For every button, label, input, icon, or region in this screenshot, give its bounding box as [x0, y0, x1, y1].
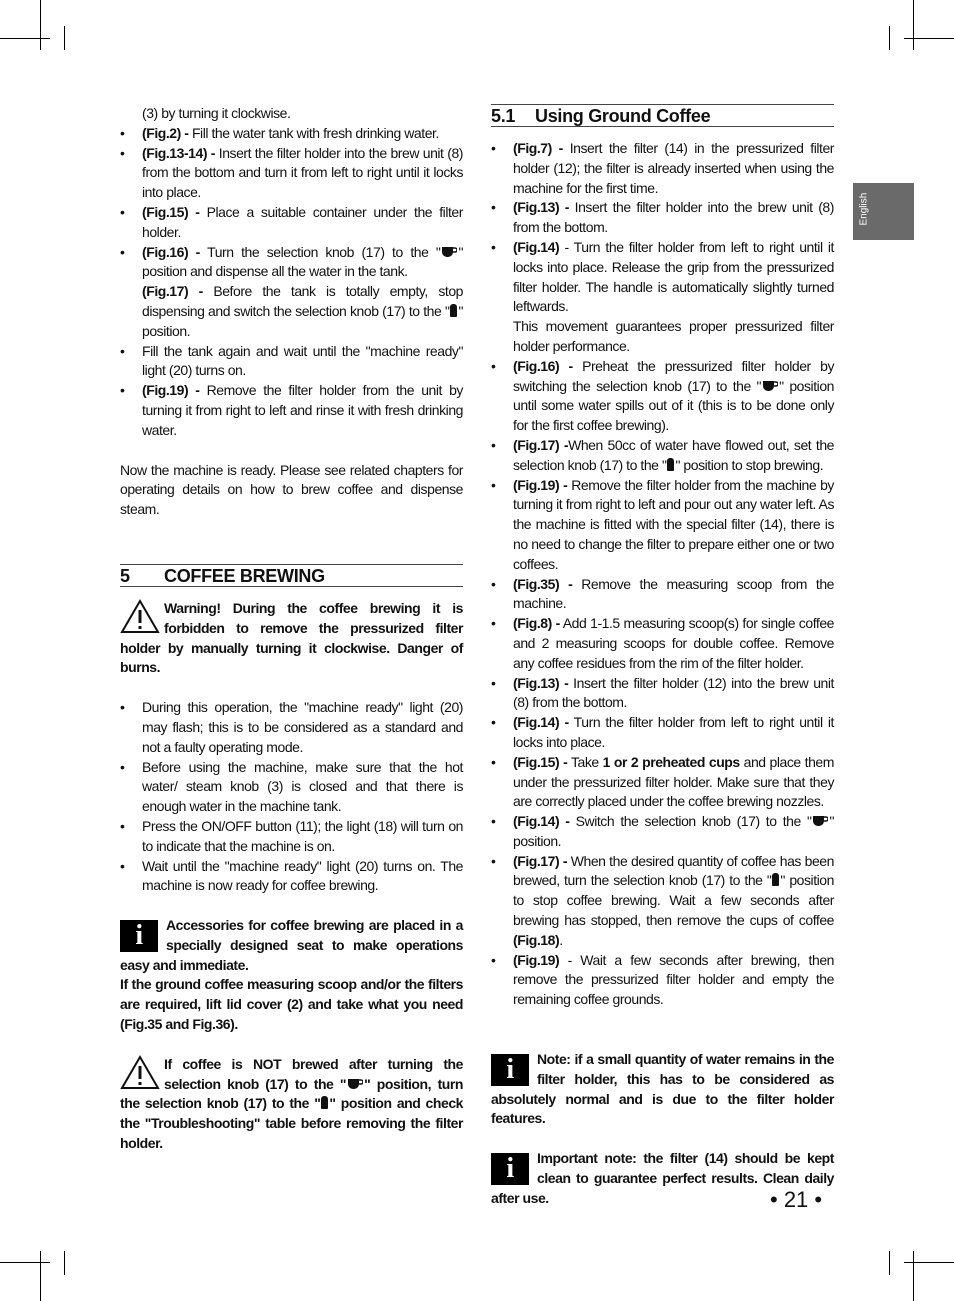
crop-mark: [889, 26, 890, 50]
ready-paragraph: Now the machine is ready. Please see related chapters for operating details on how to brew coffee and dispense steam.: [120, 461, 463, 518]
crop-mark: [913, 1251, 914, 1301]
list-item: • (Fig.7) - Insert the filter (14) in the pressurized filter holder (12); the filter is already inserted when using the machine for the first time.: [491, 139, 834, 198]
list-item: • During this operation, the "machine ready" light (20) may flash; this is to be considered as a standard and not a faulty operating mode.: [120, 698, 463, 757]
list-item: • (Fig.13) - Insert the filter holder (12) into the brew unit (8) from the bottom.: [491, 674, 834, 714]
coffee-cup-icon: [347, 1078, 363, 1090]
crop-mark: [0, 38, 50, 39]
crop-mark: [904, 38, 954, 39]
coffee-cup-icon: [812, 815, 828, 827]
crop-mark: [913, 0, 914, 50]
intro-continuation: (3) by turning it clockwise.: [142, 105, 291, 121]
list-item: • (Fig.15) - Place a suitable container under the filter holder.: [120, 203, 463, 243]
list-item: • (Fig.13) - Insert the filter holder into the brew unit (8) from the bottom.: [491, 198, 834, 238]
list-item: • (Fig.8) - Add 1-1.5 measuring scoop(s) for single coffee and 2 measuring scoops for double coffee. Remove any coffee residues from the rim of the filter holder.: [491, 614, 834, 673]
crop-mark: [64, 1251, 65, 1275]
list-item: • (Fig.14) - Switch the selection knob (17) to the " " position.: [491, 812, 834, 852]
knob-off-icon: [450, 304, 457, 317]
right-column: [491, 104, 834, 1209]
info-icon: i: [491, 1153, 529, 1185]
crop-mark: [40, 1251, 41, 1301]
list-item: • (Fig.15) - Take 1 or 2 preheated cups and place them under the pressurized filter holder. Make sure that they are correctly placed under the coffee brewing nozzles.: [491, 753, 834, 812]
list-item: • (Fig.19) - Remove the filter holder from the machine by turning it from right to left and pour out any water left. As the machine is fitted with the special filter (14), there is no need to change the filter to prepare either one or two coffees.: [491, 476, 834, 575]
crop-mark: [904, 1262, 954, 1263]
crop-mark: [64, 26, 65, 50]
page-number: • 21 •: [770, 1187, 823, 1212]
warning-note: If coffee is NOT brewed after turning the selection knob (17) to the " " position, turn the selection knob (17) to the " " position and check the "Troubleshooting" table before removing the filter holder.: [120, 1055, 463, 1152]
list-item: • (Fig.17) -When 50cc of water have flowed out, set the selection knob (17) to the " " position to stop brewing.: [491, 436, 834, 476]
list-item: • (Fig.13-14) - Insert the filter holder into the brew unit (8) from the bottom and turn it from left to right until it locks into place.: [120, 144, 463, 203]
info-note: i Note: if a small quantity of water remains in the filter holder, this has to be considered as absolutely normal and is due to the filter holder features.: [491, 1051, 834, 1127]
list-item: • (Fig.35) - Remove the measuring scoop from the machine.: [491, 575, 834, 615]
ground-coffee-steps: [491, 139, 834, 1010]
list-item: • Before using the machine, make sure that the hot water/ steam knob (3) is closed and that there is enough water in the machine tank.: [120, 758, 463, 817]
crop-mark: [40, 0, 41, 50]
brewing-bullets: [120, 698, 463, 896]
language-tab-label: English: [858, 192, 870, 226]
list-item: • (Fig.14) - Turn the filter holder from left to right until it locks into place. Release the grip from the pressurized filter holder. The handle is automatically slightly turned leftwards. This movement guarantees proper pressurized filter holder performance.: [491, 238, 834, 357]
warning-triangle-icon: [120, 1055, 160, 1091]
warning-note: Warning! During the coffee brewing it is forbidden to remove the pressurized filter holder by manually turning it clockwise. Danger of burns.: [120, 599, 463, 676]
left-column: [120, 104, 463, 1154]
list-item: • Wait until the "machine ready" light (20) turns on. The machine is now ready for coffee brewing.: [120, 857, 463, 897]
list-item: • (Fig.19) - Wait a few seconds after brewing, then remove the pressurized filter holder and empty the remaining coffee grounds.: [491, 951, 834, 1010]
language-tab: [853, 183, 914, 240]
knob-off-icon: [772, 873, 779, 886]
coffee-cup-icon: [762, 380, 778, 392]
info-note: i Important note: the filter (14) should be kept clean to guarantee perfect results. Clean daily after use.: [491, 1150, 834, 1206]
list-item: • Press the ON/OFF button (11); the light (18) will turn on to indicate that the machine is on.: [120, 817, 463, 857]
crop-mark: [0, 1262, 50, 1263]
subsection-heading: 5.1 Using Ground Coffee: [491, 104, 834, 127]
list-item: • (Fig.16) - Preheat the pressurized filter holder by switching the selection knob (17) to the " " position until some water spills out of it (this is to be done only for the first coffee brewing).: [491, 357, 834, 436]
list-item: • (Fig.14) - Turn the filter holder from left to right until it locks into place.: [491, 713, 834, 753]
info-note: i Accessories for coffee brewing are placed in a specially designed seat to make operations easy and immediate. If the ground coffee measuring scoop and/or the filters are required, lift lid cover (2) and take what you need (Fig.35 and Fig.36).: [120, 917, 463, 1033]
list-item: • (Fig.16) - Turn the selection knob (17) to the " " position and dispense all the water in the tank. (Fig.17) - Before the tank is totally empty, stop dispensing and switch the selection knob (17) to the " " position.: [120, 243, 463, 342]
warning-triangle-icon: [120, 599, 160, 635]
info-icon: i: [491, 1054, 529, 1086]
setup-steps-list: [120, 124, 463, 441]
crop-mark: [889, 1251, 890, 1275]
knob-off-icon: [667, 458, 674, 471]
list-item: • (Fig.2) - Fill the water tank with fresh drinking water.: [120, 124, 463, 144]
coffee-cup-icon: [441, 246, 457, 258]
info-icon: i: [120, 920, 158, 952]
list-item: • Fill the tank again and wait until the "machine ready" light (20) turns on.: [120, 342, 463, 382]
knob-off-icon: [321, 1096, 328, 1109]
list-item: • (Fig.19) - Remove the filter holder from the unit by turning it from right to left and rinse it with fresh drinking water.: [120, 381, 463, 440]
section-heading: 5 COFFEE BREWING: [120, 564, 463, 587]
list-item: • (Fig.17) - When the desired quantity of coffee has been brewed, turn the selection knob (17) to the " " position to stop coffee brewing. Wait a few seconds after brewing has stopped, then remove the cups of coffee (Fig.18).: [491, 852, 834, 951]
